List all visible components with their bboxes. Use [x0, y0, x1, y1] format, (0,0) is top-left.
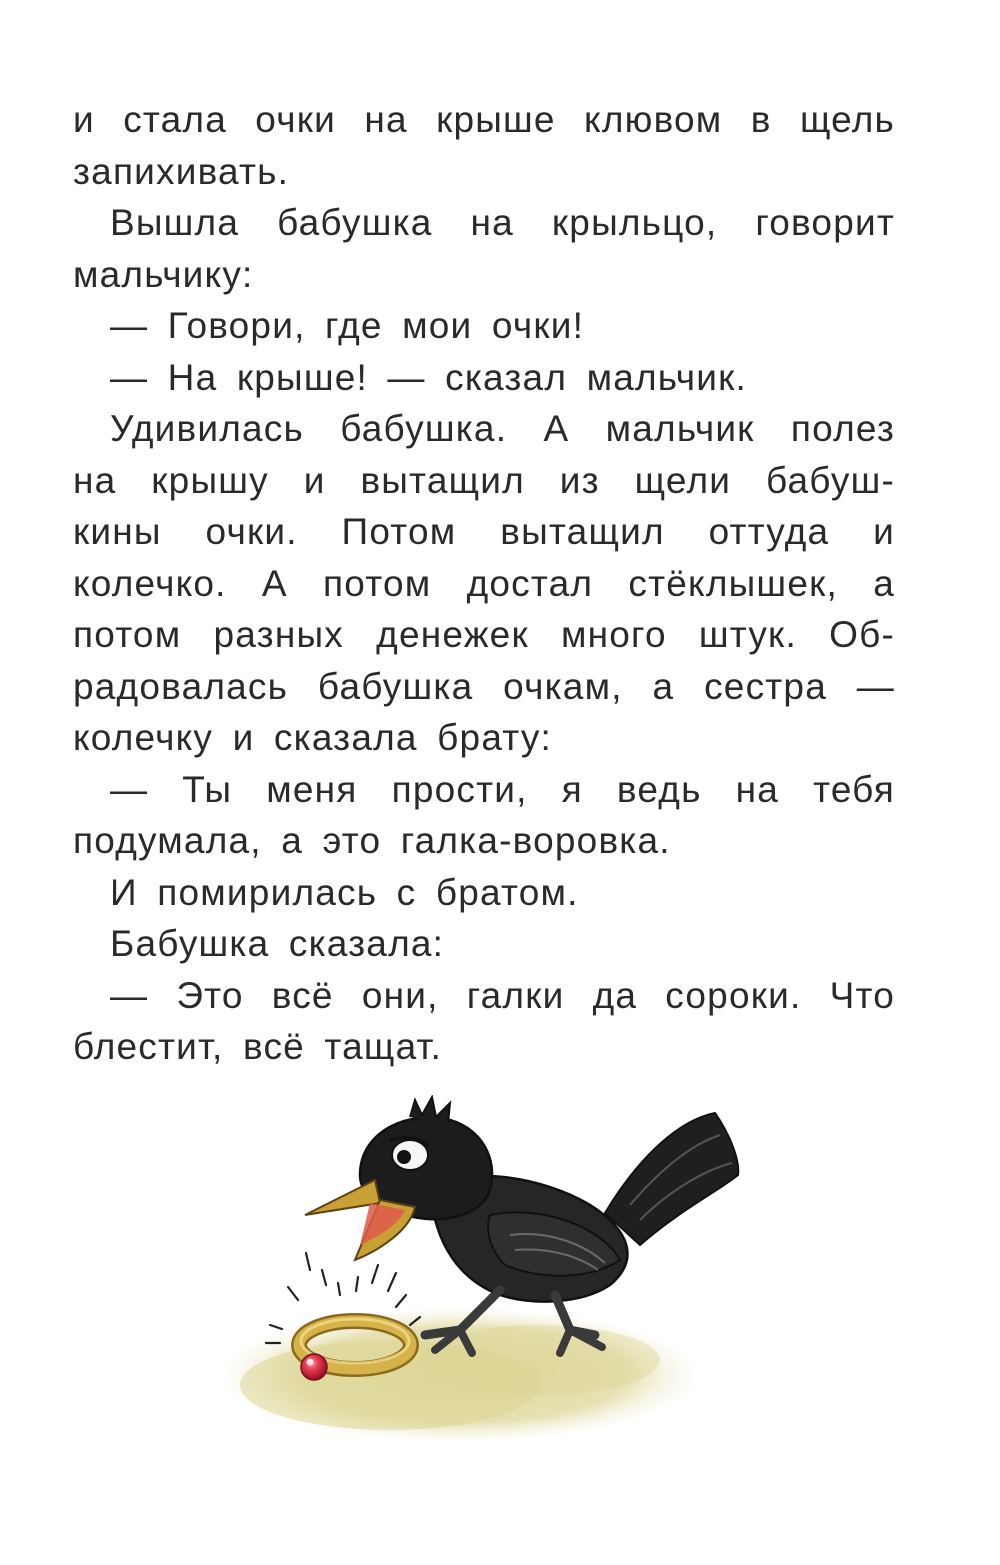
story-text: [73, 94, 895, 1073]
text-line: блестит, всё тащат.: [73, 1026, 443, 1067]
text-line: запихивать.: [73, 150, 290, 192]
text-line: — На крыше! — сказал мальчик.: [110, 356, 748, 398]
text-line: радовалась бабушка очкам, а сестра —: [73, 665, 895, 707]
text-line: на крышу и вытащил из щели бабуш-: [73, 459, 895, 501]
text-line: Вышла бабушка на крыльцо, говорит: [110, 202, 895, 243]
text-line: И помирилась с братом.: [110, 871, 579, 913]
text-line: Бабушка сказала:: [110, 923, 445, 964]
text-line: кины очки. Потом вытащил оттуда и: [73, 511, 895, 552]
text-line: колечку и сказала брату:: [73, 717, 553, 758]
text-line: — Это всё они, галки да сороки. Что: [110, 974, 895, 1016]
text-line: мальчику:: [73, 253, 254, 295]
text-line: и стала очки на крыше клювом в щель: [73, 99, 895, 140]
text-line: потом разных денежек много штук. Об-: [73, 614, 895, 655]
text-line: Удивилась бабушка. А мальчик полез: [110, 408, 895, 449]
text-line: — Ты меня прости, я ведь на тебя: [110, 768, 895, 810]
text-line: колечко. А потом достал стёклышек, а: [73, 562, 895, 604]
text-line: — Говори, где мои очки!: [110, 305, 585, 346]
text-line: подумала, а это галка-воровка.: [73, 820, 671, 861]
jackdaw-illustration: [210, 1095, 770, 1455]
